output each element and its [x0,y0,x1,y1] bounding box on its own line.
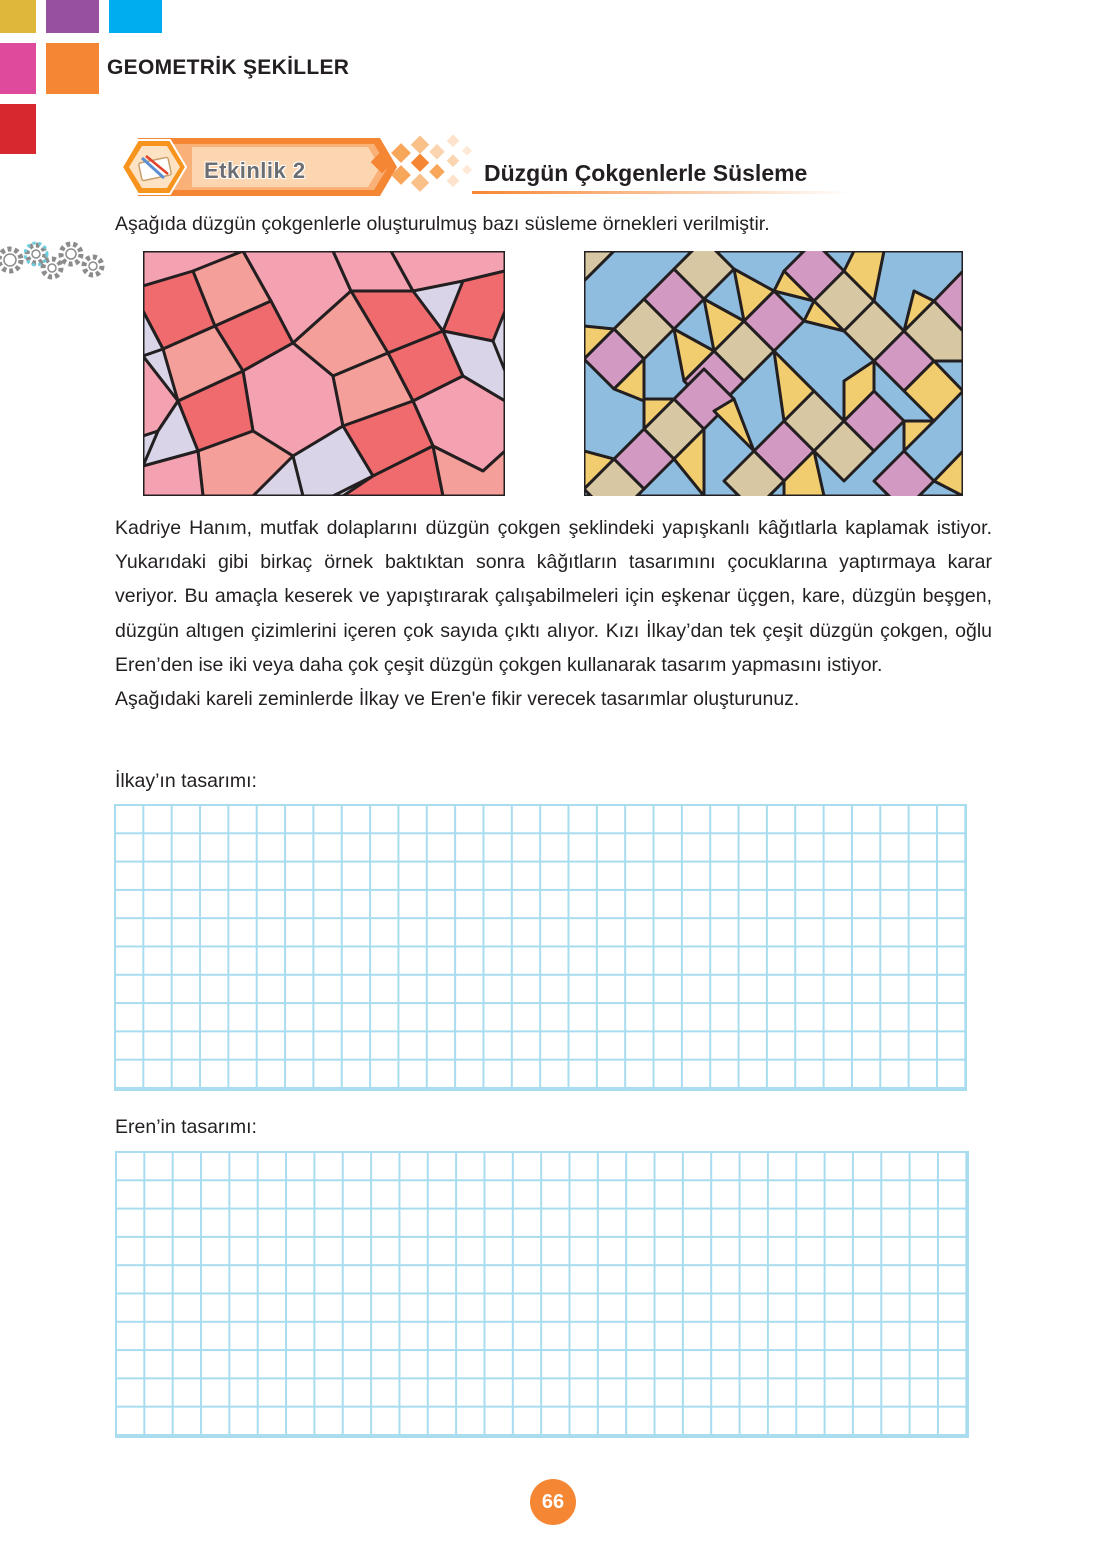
orange-square [46,43,99,94]
yellow-square [0,0,36,33]
ilkay-grid-label: İlkay’ın tasarımı: [115,770,257,792]
blue-yellow-tessellation-image [584,251,963,496]
magenta-square [0,43,36,94]
section-title: GEOMETRİK ŞEKİLLER [107,56,350,79]
page-number: 66 [530,1479,576,1525]
story-text: Kadriye Hanım, mutfak dolaplarını düzgün çokgen şeklindeki yapışkanlı kâğıtlarla kaplamak istiyor. Yukarıdaki gibi birkaç örnek baktıktan sonra kâğıtların tasarımını çocuklarına yaptırmaya karar veriyor. Bu amaçla keserek ve yapıştırarak çalışabilmeleri için eşkenar üçgen, kare, düzgün beşgen, düzgün altıgen çizimlerini içeren çok sayıda çıktı alıyor. Kızı İlkay’dan tek çeşit düzgün çokgen, oğlu Eren’den ise iki veya daha çok çeşit düzgün çokgen kullanarak tasarım yapmasını istiyor. [115,517,992,676]
blue-square [109,0,162,33]
activity-title: Düzgün Çokgenlerle Süsleme [484,160,808,186]
ilkay-design-grid[interactable] [114,804,967,1091]
purple-square [46,0,99,33]
eren-grid-label: Eren’in tasarımı: [115,1116,257,1138]
intro-text: Aşağıda düzgün çokgenlerle oluşturulmuş bazı süsleme örnekleri verilmiştir. [115,213,770,235]
story-paragraph [115,511,992,716]
instruction-text: Aşağıdaki kareli zeminlerde İlkay ve Eren'e fikir verecek tasarımlar oluşturunuz. [115,688,800,711]
gears-icon [0,236,115,286]
activity-banner [112,134,852,200]
red-square [0,104,36,154]
pink-red-tessellation-image [143,251,505,496]
eren-design-grid[interactable] [115,1151,969,1438]
activity-label: Etkinlik 2 [204,158,306,183]
